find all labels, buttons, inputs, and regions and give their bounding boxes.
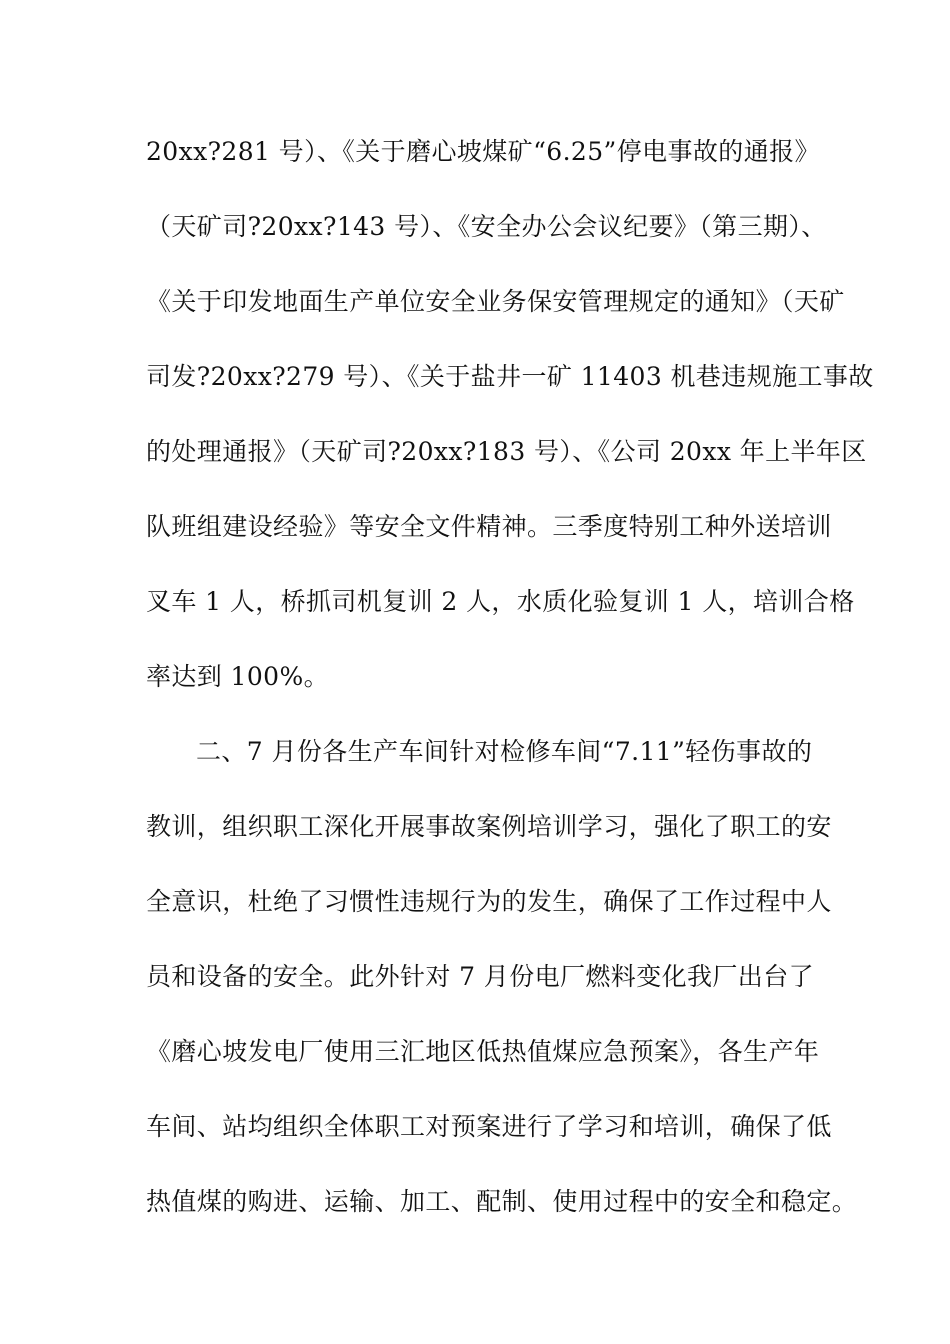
- text-line-4: 司发?20xx?279 号）、《关于盐井一矿 11403 机巷违规施工事故: [146, 362, 874, 391]
- text-line-12: 员和设备的安全。此外针对 7 月份电厂燃料变化我厂出台了: [146, 962, 815, 991]
- text-line-10: 教训，组织职工深化开展事故案例培训学习，强化了职工的安: [146, 812, 832, 841]
- text-line-1: 20xx?281 号）、《关于磨心坡煤矿“6.25”停电事故的通报》: [146, 137, 820, 166]
- text-line-11: 全意识，杜绝了习惯性违规行为的发生，确保了工作过程中人: [146, 887, 832, 916]
- text-line-6: 队班组建设经验》等安全文件精神。三季度特别工种外送培训: [146, 512, 832, 541]
- text-line-13: 《磨心坡发电厂使用三汇地区低热值煤应急预案》，各生产年: [146, 1037, 820, 1066]
- text-line-14: 车间、站均组织全体职工对预案进行了学习和培训，确保了低: [146, 1112, 832, 1141]
- text-line-5: 的处理通报》（天矿司?20xx?183 号）、《公司 20xx 年上半年区: [146, 437, 867, 466]
- paragraph-start-line: 二、7 月份各生产车间针对检修车间“7.11”轻伤事故的: [196, 737, 813, 766]
- text-line-15: 热值煤的购进、运输、加工、配制、使用过程中的安全和稳定。: [146, 1187, 858, 1216]
- text-line-8: 率达到 100%。: [146, 662, 330, 691]
- text-line-3: 《关于印发地面生产单位安全业务保安管理规定的通知》（天矿: [146, 287, 845, 316]
- text-line-7: 叉车 1 人，桥抓司机复训 2 人，水质化验复训 1 人，培训合格: [146, 587, 855, 616]
- text-line-2: （天矿司?20xx?143 号）、《安全办公会议纪要》（第三期）、: [146, 212, 827, 241]
